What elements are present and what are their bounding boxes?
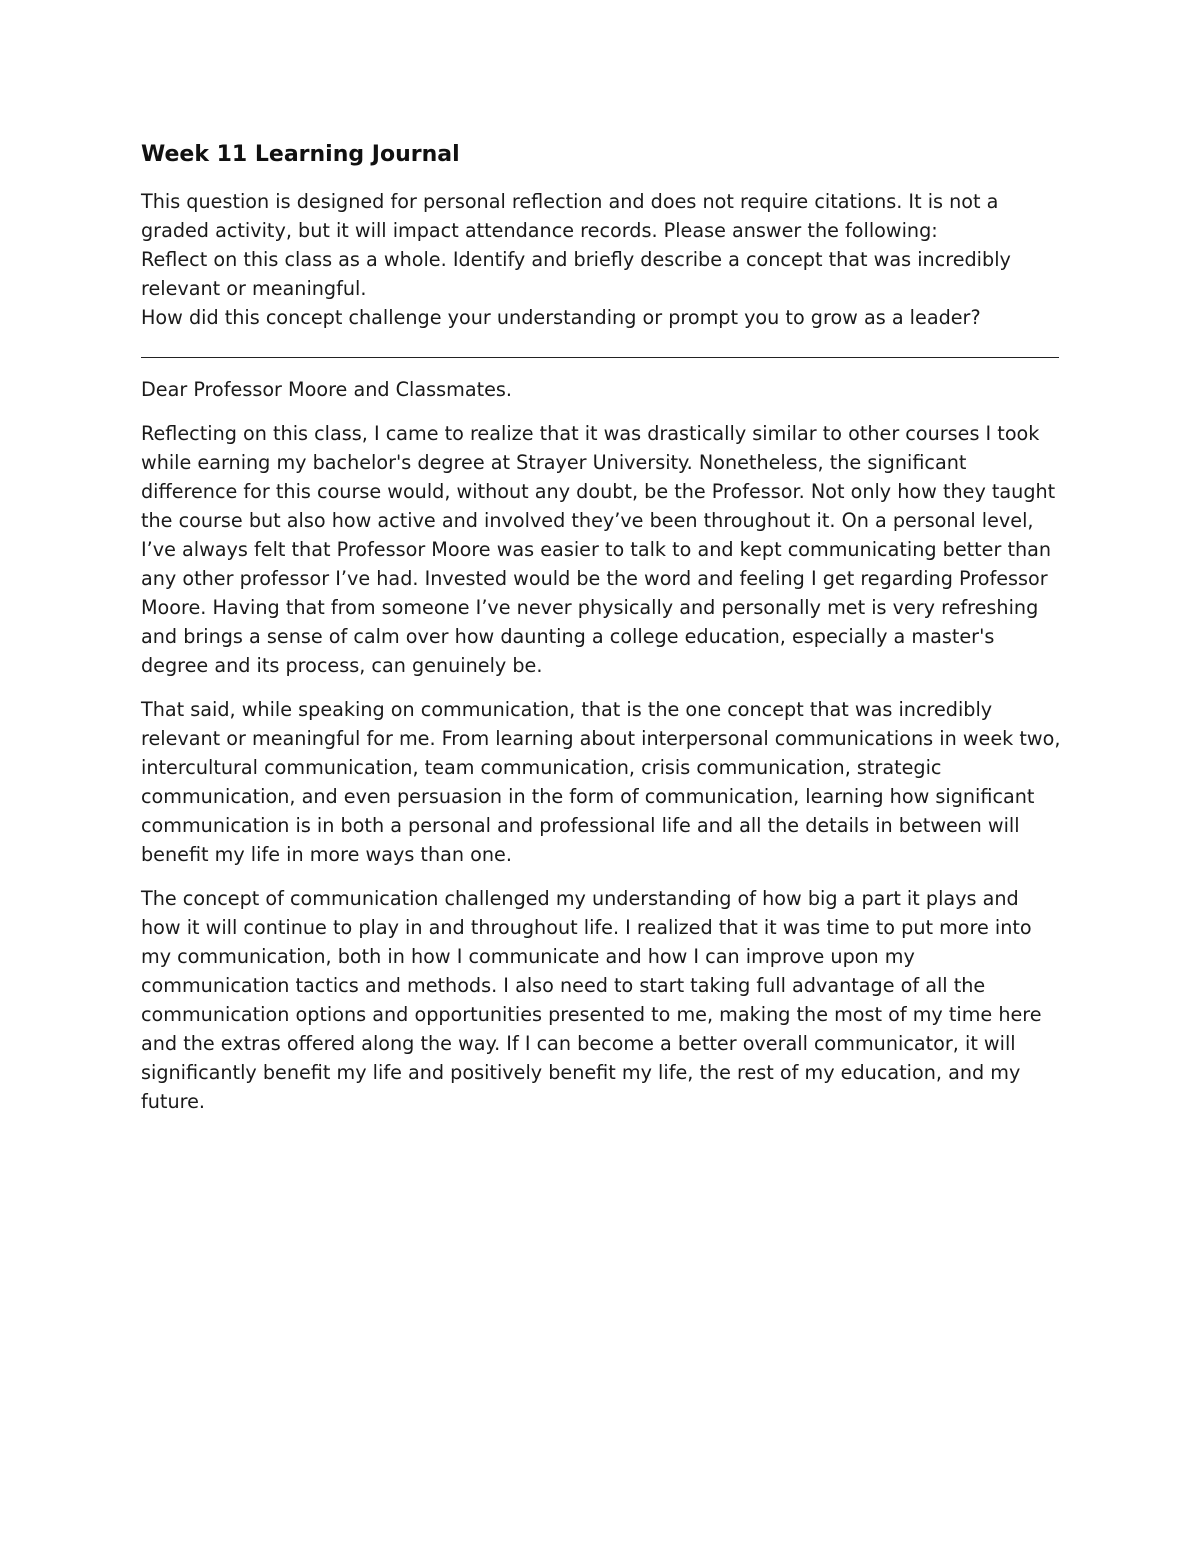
response-block	[141, 375, 1061, 1116]
prompt-instructions: This question is designed for personal reflection and does not require citations. It is not a graded activity, but it will impact attendance records. Please answer the following:	[141, 190, 999, 242]
prompt-question-1: Reflect on this class as a whole. Identify and briefly describe a concept that was incredibly relevant or meaningful.	[141, 248, 1011, 300]
prompt-question-2: How did this concept challenge your understanding or prompt you to grow as a leader?	[141, 306, 981, 329]
document-page	[141, 139, 1061, 1131]
response-paragraph-3: The concept of communication challenged my understanding of how big a part it plays and how it will continue to play in and throughout life. I realized that it was time to put more into my communication, both in how I communicate and how I can improve upon my communication tactics and methods. I also need to start taking full advantage of all the communication options and opportunities presented to me, making the most of my time here and the extras offered along the way. If I can become a better overall communicator, it will significantly benefit my life and positively benefit my life, the rest of my education, and my future.	[141, 887, 1042, 1113]
document-title: Week 11 Learning Journal	[141, 142, 460, 167]
response-paragraph-1: Reflecting on this class, I came to realize that it was drastically similar to other courses I took while earning my bachelor's degree at Strayer University. Nonetheless, the significant difference for this course would, without any doubt, be the Professor. Not only how they taught the course but also how active and involved they’ve been throughout it. On a personal level, I’ve always felt that Professor Moore was easier to talk to and kept communicating better than any other professor I’ve had. Invested would be the word and feeling I get regarding Professor Moore. Having that from someone I’ve never physically and personally met is very refreshing and brings a sense of calm over how daunting a college education, especially a master's degree and its process, can genuinely be.	[141, 422, 1056, 677]
response-paragraph-2: That said, while speaking on communication, that is the one concept that was incredibly relevant or meaningful for me. From learning about interpersonal communications in week two, intercultural communication, team communication, crisis communication, strategic communication, and even persuasion in the form of communication, learning how significant communication is in both a personal and professional life and all the details in between will benefit my life in more ways than one.	[141, 698, 1061, 866]
prompt-block	[141, 187, 1061, 332]
horizontal-divider	[141, 357, 1059, 358]
salutation: Dear Professor Moore and Classmates.	[141, 378, 512, 401]
